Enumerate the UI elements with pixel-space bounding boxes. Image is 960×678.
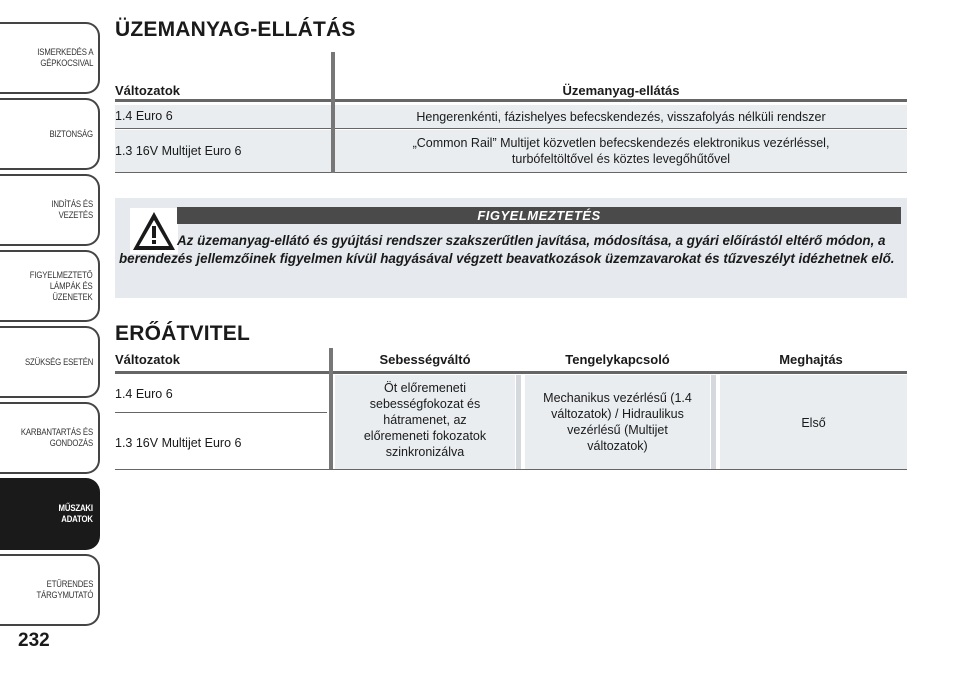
row-divider [115, 412, 327, 413]
column-divider [711, 375, 716, 470]
row-variant: 1.4 Euro 6 [115, 109, 173, 123]
header-gearbox: Sebességváltó [379, 352, 471, 367]
tab-maintenance[interactable] [0, 402, 100, 474]
table-row [115, 105, 907, 129]
clutch-line: változatok) / Hidraulikus [551, 407, 684, 421]
header-variants: Változatok [115, 352, 181, 367]
gearbox-line: hátramenet, az [383, 413, 467, 427]
gearbox-line: Öt előremeneti [384, 381, 466, 395]
drive-value: Első [801, 416, 826, 430]
tab-safety[interactable] [0, 98, 100, 170]
variant-1: 1.4 Euro 6 [115, 387, 173, 401]
row-value-line2: turbófeltöltővel és köztes levegőhűtővel [511, 152, 731, 166]
gearbox-value [335, 380, 515, 460]
clutch-value [520, 390, 715, 454]
column-divider [329, 348, 333, 470]
column-divider [516, 375, 521, 470]
gearbox-line: szinkronizálva [385, 445, 465, 459]
clutch-line: változatok) [587, 439, 648, 453]
tab-technical-data[interactable] [0, 478, 100, 550]
variant-2: 1.3 16V Multijet Euro 6 [115, 436, 242, 450]
fuel-table-header [115, 80, 907, 102]
warning-title: FIGYELMEZTETÉS [177, 207, 901, 224]
header-fuel-supply: Üzemanyag-ellátás [562, 83, 680, 98]
tab-label: ETŰRENDES TÁRGYMUTATÓ [36, 579, 93, 601]
transmission-table [115, 348, 907, 472]
column-divider [331, 52, 335, 173]
tab-emergency[interactable] [0, 326, 100, 398]
row-variant: 1.3 16V Multijet Euro 6 [115, 144, 242, 158]
transmission-table-header [115, 348, 907, 374]
clutch-line: Mechanikus vezérlésű (1.4 [543, 391, 692, 405]
header-variants: Változatok [115, 83, 181, 98]
table-row [115, 130, 907, 173]
tab-warning-lights[interactable] [0, 250, 100, 322]
transmission-section-title: ERŐÁTVITEL [115, 322, 251, 345]
tab-index[interactable] [0, 554, 100, 626]
tab-label: MŰSZAKI ADATOK [58, 503, 93, 525]
warning-text: Az üzemanyag-ellátó és gyújtási rendszer szakszerűtlen javítása, módosítása, a gyári előírástól eltérő módon, a berendezés jellemzőinek figyelmen kívül hagyásával végzett beavatkozások üzemzavarokat és tűzveszélyt idézhetnek elő. [119, 233, 895, 266]
row-value-line1: „Common Rail” Multijet közvetlen befecskendezés elektronikus vezérléssel, [412, 136, 830, 150]
gearbox-line: előremeneti fokozatok [363, 429, 487, 443]
tab-label: INDÍTÁS ÉS VEZETÉS [51, 199, 93, 221]
table-bottom-rule [115, 469, 907, 470]
fuel-section-title: ÜZEMANYAG-ELLÁTÁS [115, 18, 356, 41]
tab-starting-driving[interactable] [0, 174, 100, 246]
tab-label: KARBANTARTÁS ÉS GONDOZÁS [20, 427, 93, 449]
warning-box [115, 198, 907, 298]
tab-label: ISMERKEDÉS A GÉPKOCSIVAL [36, 47, 93, 69]
header-drive: Meghajtás [779, 352, 843, 367]
tab-label: FIGYELMEZTETŐ LÁMPÁK ÉS ÜZENETEK [30, 269, 93, 303]
row-value: Hengerenkénti, fázishelyes befecskendezés, visszafolyás nélküli rendszer [416, 110, 826, 124]
clutch-line: vezérlésű (Multijet [567, 423, 668, 437]
header-clutch: Tengelykapcsoló [565, 352, 670, 367]
tab-label: BIZTONSÁG [49, 128, 93, 140]
page-number: 232 [18, 630, 50, 651]
tab-label: SZÜKSÉG ESETÉN [24, 356, 93, 368]
gearbox-line: sebességfokozat és [369, 397, 481, 411]
tab-getting-to-know[interactable] [0, 22, 100, 94]
